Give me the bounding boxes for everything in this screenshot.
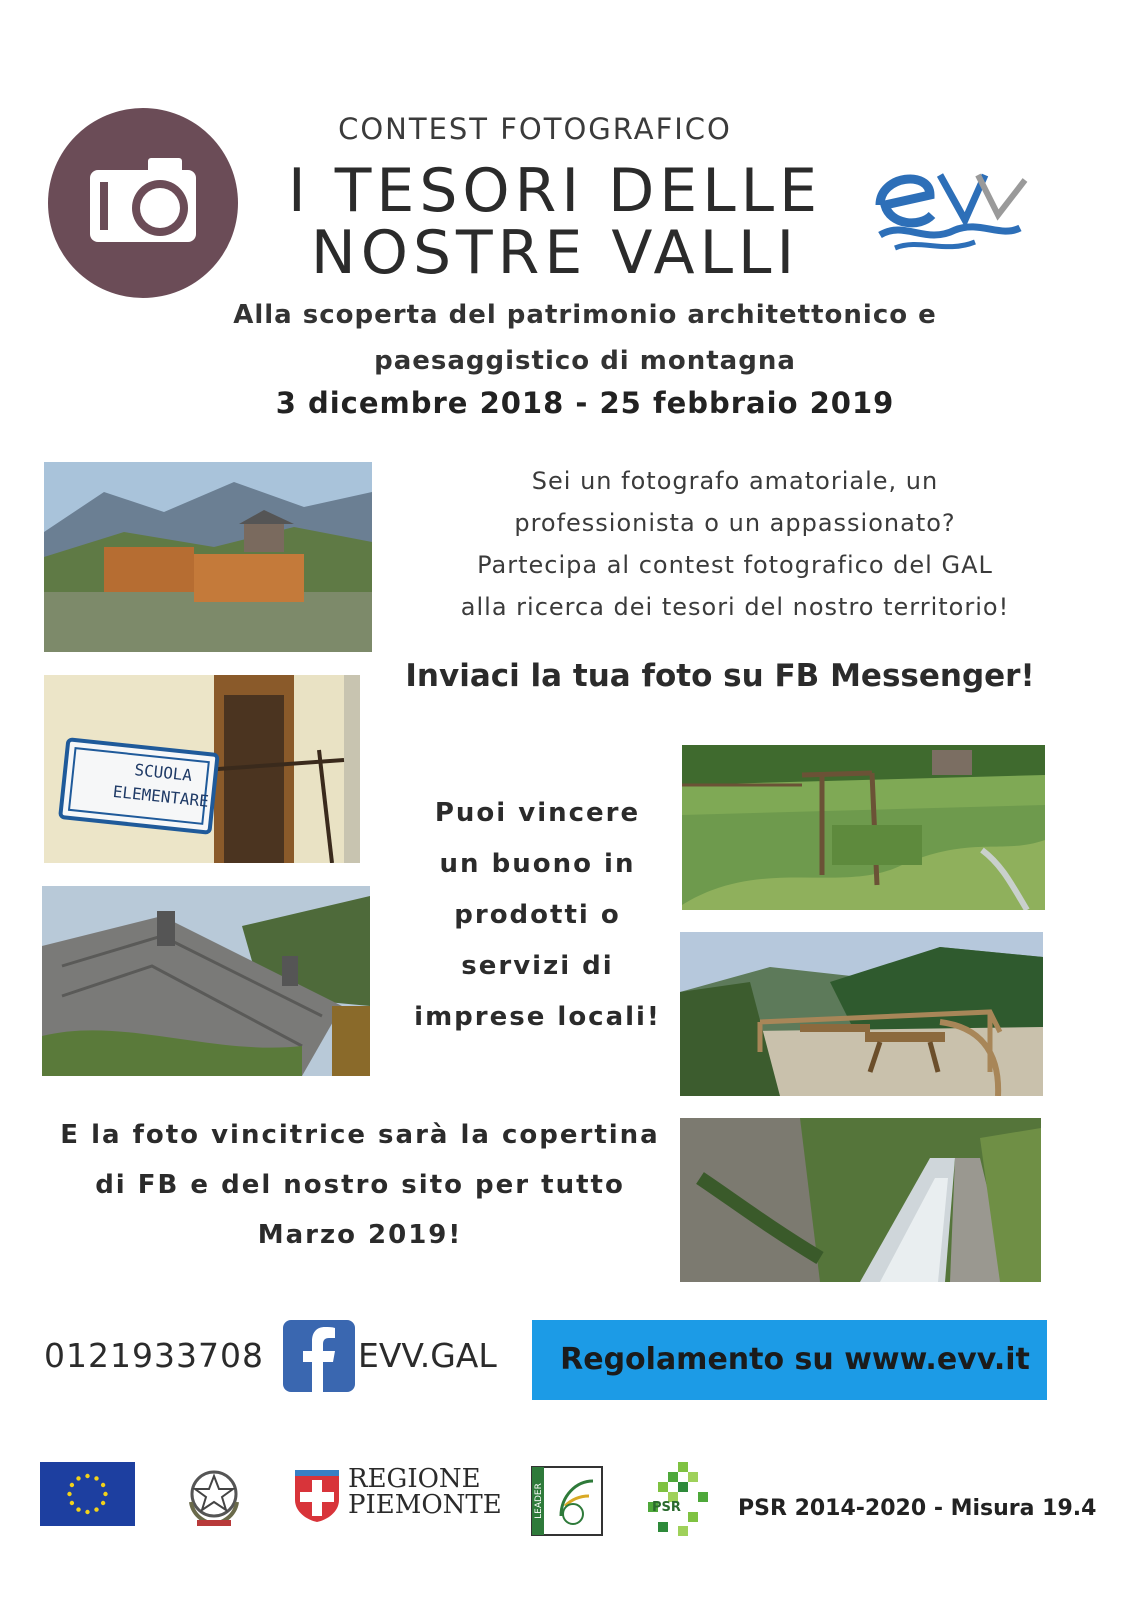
intro-line: professionista o un appassionato? [514,509,956,537]
psr-logo-text: PSR [652,1500,681,1515]
eu-flag-icon [40,1462,135,1526]
subtitle [160,292,1010,384]
prize-line: servizi di [461,951,614,981]
winner-text [40,1110,680,1260]
phone-number[interactable]: 0121933708 [44,1336,264,1375]
facebook-icon[interactable] [283,1320,355,1392]
psr-measure-label: PSR 2014-2020 - Misura 19.4 [738,1496,1097,1521]
photo-meadow [682,745,1045,910]
photo-mountain-bench [44,462,372,652]
intro-line: alla ricerca dei tesori del nostro territorio! [460,593,1010,621]
regulation-link[interactable]: Regolamento su www.evv.it [560,1342,1030,1377]
winner-line: E la foto vincitrice sarà la copertina [60,1120,660,1150]
intro-line: Sei un fotografo amatoriale, un [531,467,939,495]
cta-messenger: Inviaci la tua foto su FB Messenger! [405,658,1035,694]
camera-logo [48,108,238,298]
prize-line: prodotti o [454,900,621,930]
prize-text [395,788,680,1043]
region-line-1: REGIONE [348,1464,481,1494]
piemonte-shield-icon [292,1470,342,1522]
contest-kicker: CONTEST FOTOGRAFICO [338,112,732,146]
photo-school-sign [44,675,360,863]
prize-line: Puoi vincere [434,798,641,828]
regione-piemonte-logo [348,1464,502,1520]
region-line-2: PIEMONTE [348,1490,502,1520]
camera-icon [48,108,238,298]
school-sign-line-2: ELEMENTARE [111,781,210,811]
photo-picnic-viewpoint [680,932,1043,1096]
photo-stone-roof [42,886,370,1076]
intro-text [395,460,1075,628]
subtitle-line-1: Alla scoperta del patrimonio architettonico e [233,300,937,330]
leader-label: LEADER [534,1483,544,1519]
evv-logo [860,150,1040,260]
intro-line: Partecipa al contest fotografico del GAL [477,551,993,579]
winner-line: di FB e del nostro sito per tutto [95,1170,625,1200]
winner-line: Marzo 2019! [257,1220,463,1250]
prize-line: imprese locali! [414,1002,661,1032]
facebook-handle[interactable]: EVV.GAL [358,1336,497,1375]
subtitle-line-2: paesaggistico di montagna [374,346,796,376]
prize-line: un buono in [439,849,636,879]
school-sign-line-1: SCUOLA [133,760,194,786]
title-line-1: I TESORI DELLE [288,156,822,226]
contest-dates: 3 dicembre 2018 - 25 febbraio 2019 [275,386,895,420]
title-line-2: NOSTRE VALLI [310,218,800,288]
italian-republic-emblem-icon [183,1462,245,1530]
page-title [255,156,855,288]
photo-water-channel [680,1118,1041,1282]
psr-logo [640,1462,712,1538]
leader-logo [531,1466,603,1536]
